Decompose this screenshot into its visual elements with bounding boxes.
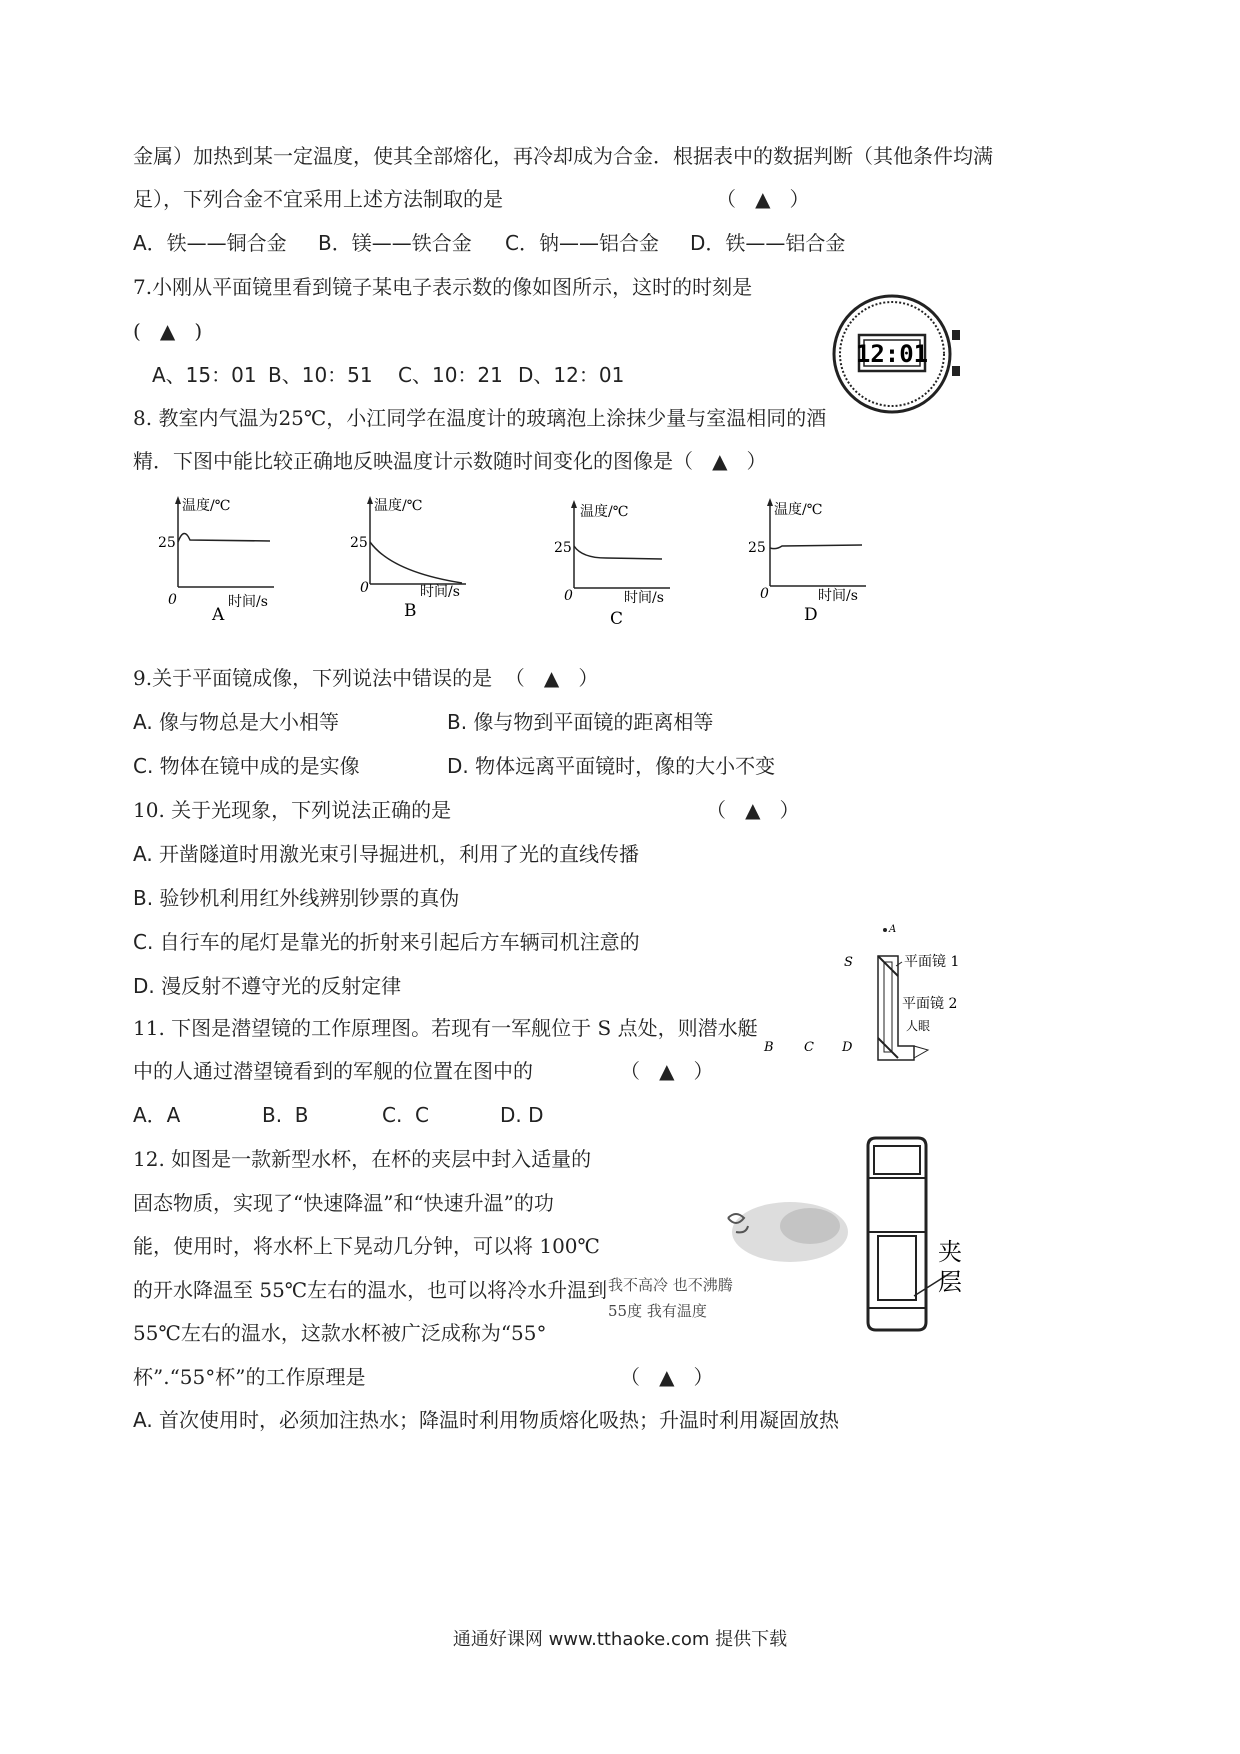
answer-blank: （ ▲ ） [716,187,810,211]
y-tick: 25 [158,535,176,551]
option-d: D. 漫反射不遵守光的反射定律 [133,974,402,998]
question-12-line5: 55℃左右的温水，这款水杯被广泛成称为“55° [133,1321,547,1345]
y-axis-label: 温度/℃ [374,498,423,514]
y-tick: 25 [748,540,766,556]
option-a: A. 首次使用时，必须加注热水；降温时利用物质熔化吸热；升温时利用凝固放热 [133,1408,840,1432]
origin: 0 [360,580,369,596]
y-tick: 25 [350,535,368,551]
mirror-1-label: 平面镜 1 [904,954,960,970]
text-line: 金属）加热到某一定温度，使其全部熔化，再冷却成为合金．根据表中的数据判断（其他条件均满 [133,144,993,168]
option-b: B、10：51 [268,363,373,387]
option-b: B. B [262,1103,309,1127]
graph-a [150,492,290,624]
ad-text-2: 55度 我有温度 [608,1302,707,1320]
eye-label: 人眼 [906,1019,931,1033]
option-d: D、12：01 [518,363,625,387]
curve-b [370,542,462,583]
option-d: D. D [500,1103,544,1127]
curve-d [770,545,862,549]
x-axis-label: 时间/s [420,584,460,600]
graph-d [742,494,882,630]
point-a-label: A [889,924,897,935]
graph-label: B [404,601,417,621]
option-a: A. 像与物总是大小相等 [133,710,340,734]
y-tick: 25 [554,540,572,556]
question-7: 7.小刚从平面镜里看到镜子某电子表示数的像如图所示，这时的时刻是 [133,275,753,299]
graph-b [342,492,482,624]
question-8-line2: 精．下图中能比较正确地反映温度计示数随时间变化的图像是（ ▲ ） [133,449,767,473]
curve-a [178,533,270,542]
option-a: A. 开凿隧道时用激光束引导掘进机，利用了光的直线传播 [133,842,640,866]
curve-c [574,546,662,559]
option-c: C. C [382,1103,430,1127]
graph-label: D [804,605,818,625]
question-11-line1: 11. 下图是潜望镜的工作原理图。若现有一军舰位于 S 点处，则潜水艇 [133,1016,758,1040]
question-12-line1: 12. 如图是一款新型水杯，在杯的夹层中封入适量的 [133,1147,592,1171]
question-12-line6: 杯”.“55°杯”的工作原理是 [133,1365,366,1389]
point-b-label: B [764,1040,774,1055]
point-c-label: C [804,1040,814,1055]
point-s-label: S [844,955,853,970]
graph-label: A [212,605,225,624]
option-b: B. 像与物到平面镜的距离相等 [447,710,714,734]
origin: 0 [564,588,573,604]
question-11-line2: 中的人通过潜望镜看到的军舰的位置在图中的 [133,1059,533,1083]
y-axis-label: 温度/℃ [182,498,231,514]
option-b: B. 验钞机利用红外线辨别钞票的真伪 [133,886,460,910]
x-axis-label: 时间/s [228,594,268,610]
mirror-2-label: 平面镜 2 [902,996,958,1012]
option-d: D. 物体远离平面镜时，像的大小不变 [447,754,776,778]
question-9: 9.关于平面镜成像，下列说法中错误的是 （ ▲ ） [133,666,599,690]
graph-label: C [610,609,624,629]
option-a: A．铁——铜合金 [133,231,287,255]
y-axis-label: 温度/℃ [774,502,823,518]
origin: 0 [168,592,177,608]
point-d-label: D [842,1040,853,1055]
text-line: 足），下列合金不宜采用上述方法制取的是 [133,187,503,211]
clock-display: 12:01 [855,340,929,368]
question-12-line2: 固态物质，实现了“快速降温”和“快速升温”的功 [133,1191,554,1215]
origin: 0 [760,586,769,602]
answer-blank: （ ▲ ） [620,1059,714,1083]
option-a: A、15：01 [152,363,257,387]
option-c: C. 物体在镜中成的是实像 [133,754,360,778]
x-axis-label: 时间/s [624,590,664,606]
ad-text-1: 我不高冷 也不沸腾 [608,1276,733,1294]
footer: 通通好课网 www.tthaoke.com 提供下载 [452,1629,788,1650]
layer-label-2: 层 [938,1268,962,1296]
question-8-line1: 8. 教室内气温为25℃，小江同学在温度计的玻璃泡上涂抹少量与室温相同的酒 [133,406,827,430]
answer-blank: （ ▲ ） [706,798,800,822]
question-12-line3: 能，使用时，将水杯上下晃动几分钟，可以将 100℃ [133,1234,600,1258]
option-c: C. 自行车的尾灯是靠光的折射来引起后方车辆司机注意的 [133,930,640,954]
watch-figure [826,292,972,422]
layer-label-1: 夹 [938,1238,962,1266]
answer-blank: ( ▲ ) [133,319,203,343]
question-10: 10. 关于光现象，下列说法正确的是 [133,798,452,822]
question-12-line4: 的开水降温至 55℃左右的温水，也可以将冷水升温到 [133,1278,608,1302]
periscope-figure [756,918,976,1068]
option-a: A．A [133,1103,181,1127]
answer-blank: （ ▲ ） [620,1365,714,1389]
x-axis-label: 时间/s [818,588,858,604]
option-d: D．铁——铝合金 [690,231,846,255]
cup-figure [600,1132,990,1352]
option-c: C、10：21 [398,363,503,387]
option-b: B．镁——铁合金 [318,231,472,255]
y-axis-label: 温度/℃ [580,504,629,520]
graph-c [546,496,686,632]
option-c: C．钠——铝合金 [505,231,659,255]
